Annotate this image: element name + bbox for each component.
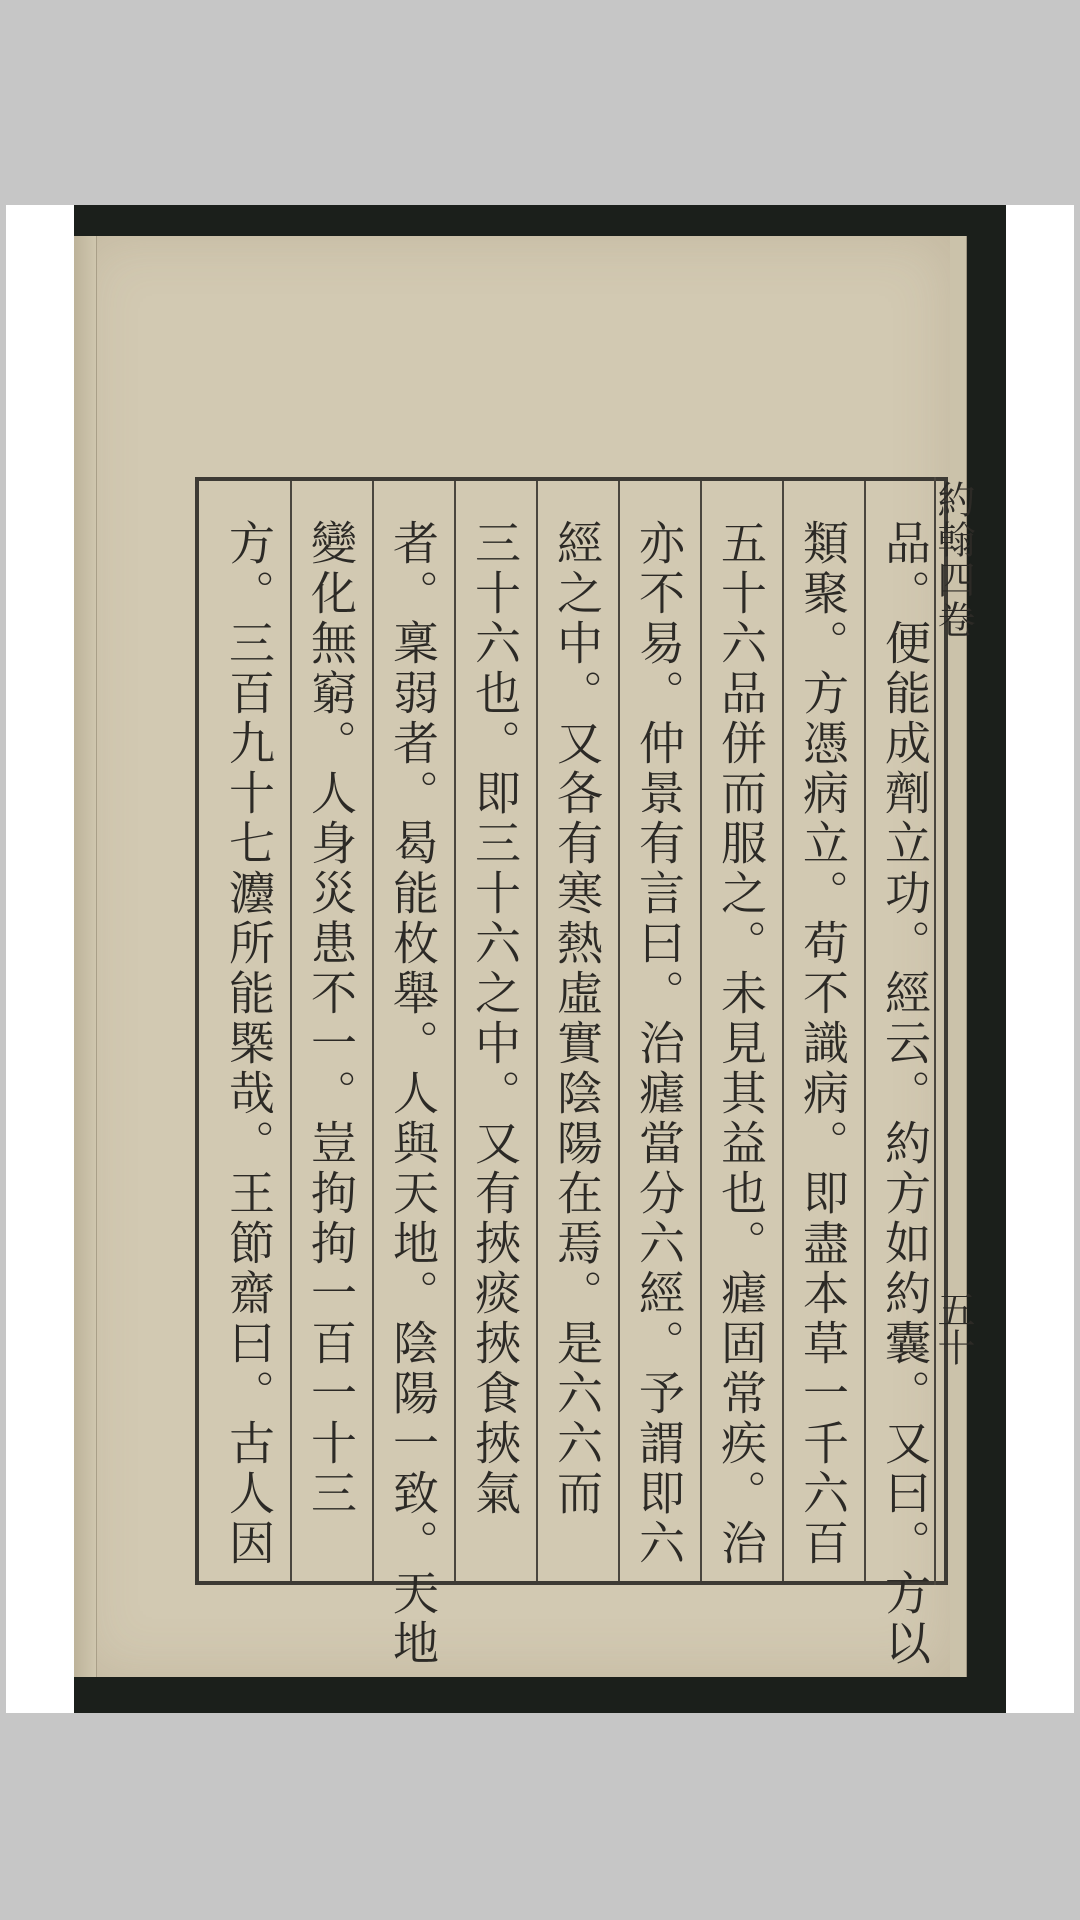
text-column-8: [292, 481, 374, 1581]
column-text: 方。三百九十七灋所能槩哉。王節齋曰。古人因: [222, 519, 276, 1569]
column-text: 類聚。方憑病立。苟不識病。即盡本草一千六百: [796, 519, 850, 1569]
column-text: 經之中。又各有寒熱虛實陰陽在焉。是六六而: [550, 519, 604, 1519]
column-text: 亦不易。仲景有言曰。治瘧當分六經。予謂即六: [632, 519, 686, 1569]
border-rule: [944, 477, 948, 1585]
text-column-3: [702, 481, 784, 1581]
column-text: 變化無窮。人身災患不一。豈拘拘一百一十三: [304, 519, 358, 1519]
text-column-4: [620, 481, 702, 1581]
text-block: [195, 477, 948, 1669]
column-text: 品。便能成劑立功。經云。約方如約囊。又曰。方以: [878, 519, 932, 1669]
margin-folio: 五十: [931, 1290, 975, 1366]
text-column-6: [456, 481, 538, 1581]
text-column-9: [210, 481, 292, 1581]
text-column-7: [374, 481, 456, 1669]
next-page-edge: [950, 236, 967, 1677]
margin-title: 約翰四卷: [931, 480, 975, 640]
column-text: 五十六品併而服之。未見其益也。瘧固常疾。治: [714, 519, 768, 1569]
column-text: 者。稟弱者。曷能枚舉。人與天地。陰陽一致。天地: [386, 519, 440, 1669]
column-text: 三十六也。即三十六之中。又有挾痰挾食挾氣: [468, 519, 522, 1519]
text-column-2: [784, 481, 866, 1581]
page-gutter-edge: [74, 236, 97, 1677]
text-column-5: [538, 481, 620, 1581]
